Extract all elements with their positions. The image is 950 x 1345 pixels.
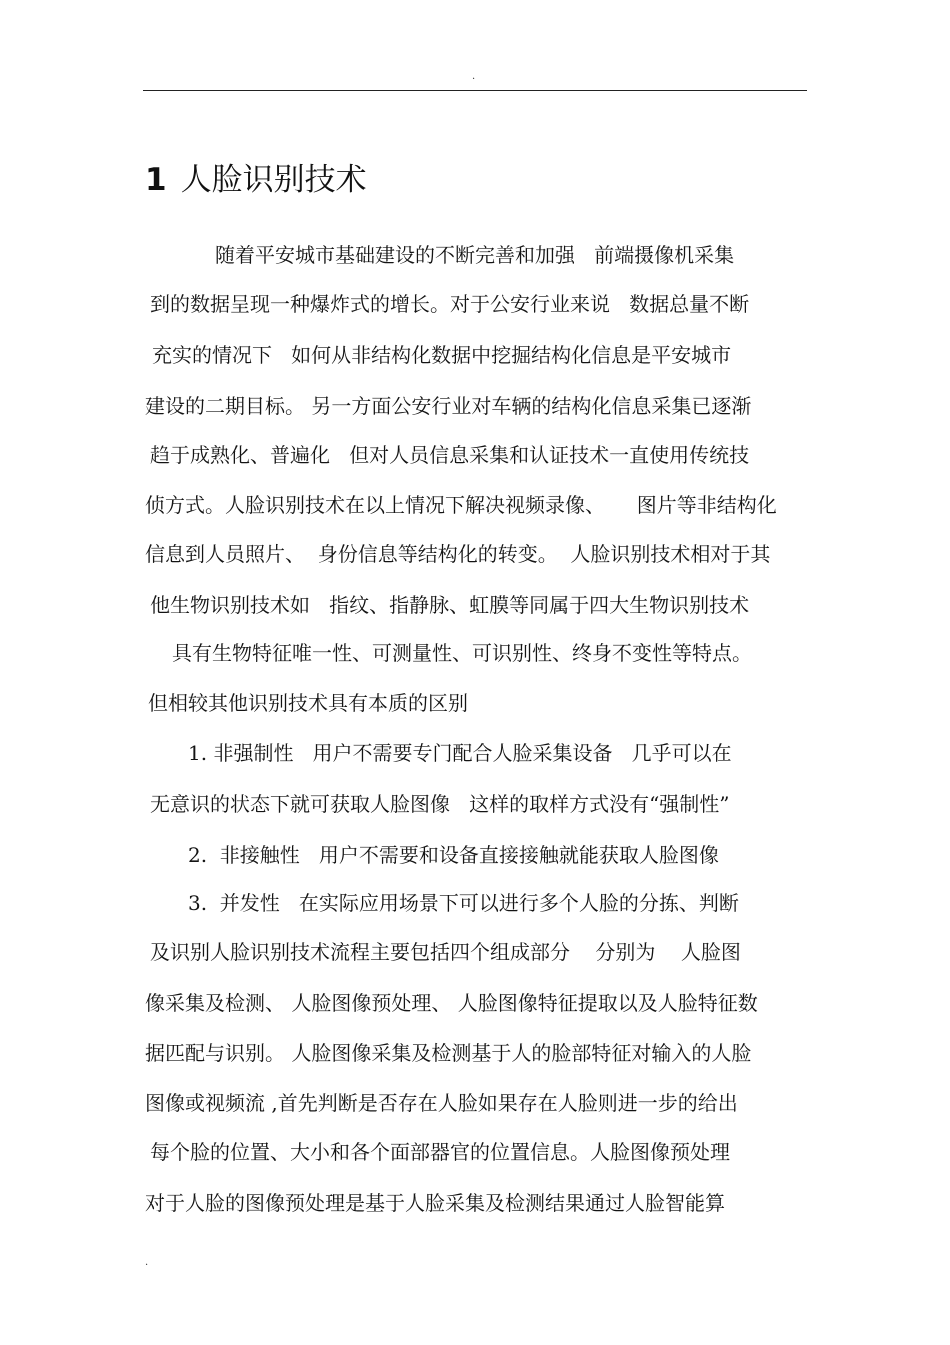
paragraph-line: 侦方式。人脸识别技术在以上情况下解决视频录像、 图片等非结构化: [145, 493, 777, 517]
paragraph-line: 到的数据呈现一种爆炸式的增长。对于公安行业来说 数据总量不断: [150, 292, 750, 316]
footer-mark: .: [145, 1257, 149, 1268]
paragraph-line: 具有生物特征唯一性、可测量性、可识别性、终身不变性等特点。: [172, 641, 752, 665]
paragraph-line: 建设的二期目标。 另一方面公安行业对车辆的结构化信息采集已逐渐: [145, 394, 752, 418]
list-item-line: 3. 并发性 在实际应用场景下可以进行多个人脸的分拣、判断: [188, 891, 739, 915]
list-item-line: 无意识的状态下就可获取人脸图像 这样的取样方式没有“强制性”: [150, 792, 730, 816]
paragraph-line: 但相较其他识别技术具有本质的区别: [148, 691, 468, 715]
paragraph-line: 对于人脸的图像预处理是基于人脸采集及检测结果通过人脸智能算: [145, 1191, 725, 1215]
section-title: 人脸识别技术: [180, 162, 367, 198]
paragraph-line: 及识别人脸识别技术流程主要包括四个组成部分 分别为 人脸图: [150, 940, 741, 964]
paragraph-line: 像采集及检测、 人脸图像预处理、 人脸图像特征提取以及人脸特征数: [145, 991, 758, 1015]
paragraph-line: 图像或视频流 ,首先判断是否存在人脸如果存在人脸则进一步的给出: [145, 1091, 738, 1115]
paragraph-line: 随着平安城市基础建设的不断完善和加强 前端摄像机采集: [215, 243, 735, 267]
paragraph-line: 信息到人员照片、 身份信息等结构化的转变。 人脸识别技术相对于其: [145, 542, 771, 566]
paragraph-line: 趋于成熟化、普遍化 但对人员信息采集和认证技术一直使用传统技: [150, 443, 750, 467]
list-item-line: 1. 非强制性 用户不需要专门配合人脸采集设备 几乎可以在: [188, 741, 732, 765]
paragraph-line: 他生物识别技术如 指纹、指静脉、虹膜等同属于四大生物识别技术: [150, 593, 750, 617]
paragraph-line: 据匹配与识别。 人脸图像采集及检测基于人的脸部特征对输入的人脸: [145, 1041, 752, 1065]
paragraph-line: 每个脸的位置、大小和各个面部器官的位置信息。人脸图像预处理: [150, 1140, 730, 1164]
section-number: 1: [145, 162, 167, 198]
paragraph-line: 充实的情况下 如何从非结构化数据中挖掘结构化信息是平安城市: [152, 343, 732, 367]
header-mark: .: [472, 71, 476, 82]
list-item-line: 2. 非接触性 用户不需要和设备直接接触就能获取人脸图像: [188, 843, 719, 867]
header-rule: [143, 90, 807, 91]
section-heading: [145, 160, 367, 200]
